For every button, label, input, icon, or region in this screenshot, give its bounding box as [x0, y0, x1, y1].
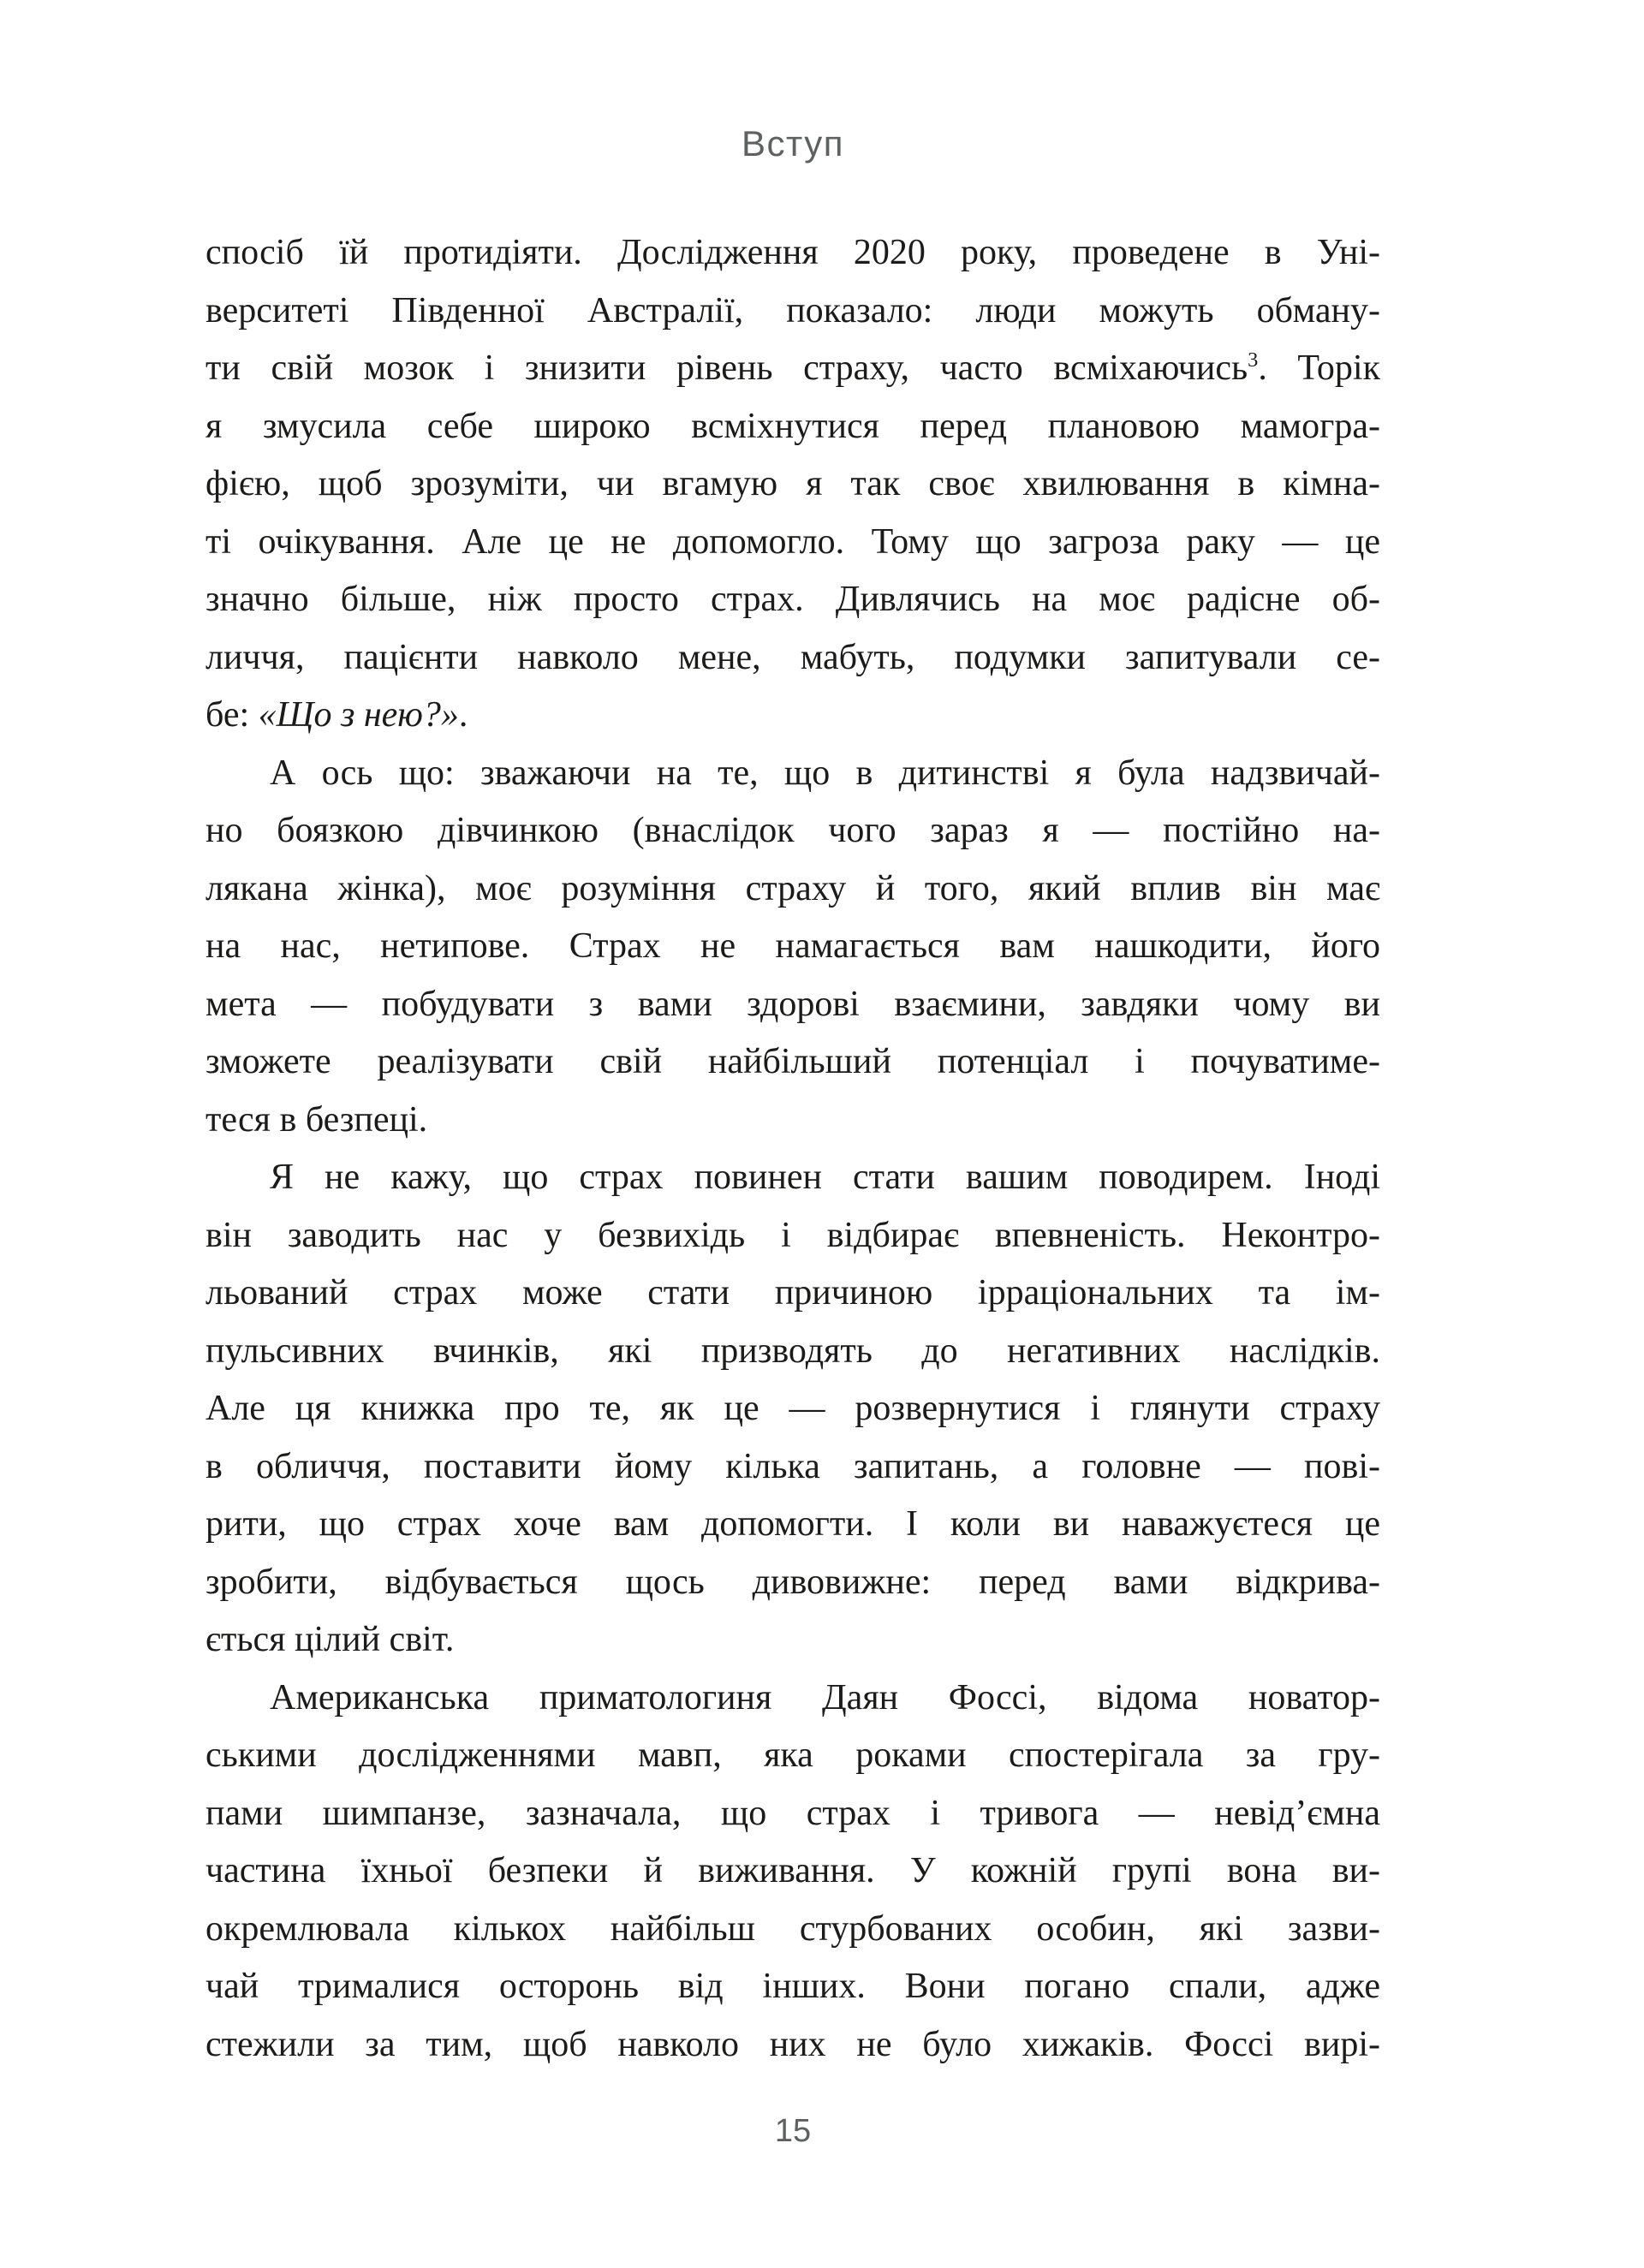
text-line: зможете реалізувати свій найбільший потенціал і почуватиме- — [206, 1042, 1380, 1081]
italic-text: «Що з нею?» — [258, 695, 459, 735]
text-line: стежили за тим, щоб навколо них не було хижаків. Фоссі вирі- — [206, 2024, 1380, 2064]
text-line: частина їхньої безпеки й виживання. У кожній групі вона ви- — [206, 1851, 1380, 1890]
text-line: ється цілий світ. — [206, 1620, 455, 1659]
text-line: льований страх може стати причиною ірраціональних та ім- — [206, 1273, 1380, 1313]
paragraph — [206, 1670, 1380, 2075]
text-line: фією, щоб зрозуміти, чи вгамую я так своє хвилювання в кімна- — [206, 464, 1380, 503]
text-line: окремлювала кількох найбільш стурбованих особин, які зазви- — [206, 1908, 1380, 1949]
text-line: бе: «Що з нею?». — [206, 695, 468, 735]
text-line: значно більше, ніж просто страх. Дивлячись на моє радісне об- — [206, 580, 1380, 619]
text-line: він заводить нас у безвихідь і відбирає впевненість. Неконтро- — [206, 1215, 1380, 1255]
text-line: личчя, пацієнти навколо мене, мабуть, подумки запитували се- — [206, 637, 1380, 677]
text-line: но боязкою дівчинкою (внаслідок чого зараз я — постійно на- — [206, 811, 1380, 850]
text-line: ськими дослідженнями мавп, яка роками спостерігала за гру- — [206, 1735, 1380, 1775]
paragraph — [206, 1149, 1380, 1670]
paragraph — [206, 224, 1380, 745]
page-number: 15 — [774, 2113, 812, 2149]
paragraph — [206, 745, 1380, 1150]
text-line: А ось що: зважаючи на те, що в дитинстві я була надзвичай- — [270, 753, 1380, 793]
text-line: на нас, нетипове. Страх не намагається вам нашкодити, його — [206, 926, 1380, 966]
text-line: зробити, відбувається щось дивовижне: перед вами відкрива- — [206, 1562, 1380, 1602]
footnote-marker: 3 — [1248, 348, 1259, 372]
text-line: Але ця книжка про те, як це — розвернутися і глянути страху — [206, 1389, 1380, 1428]
text-line: я змусила себе широко всміхнутися перед плановою мамогра- — [206, 406, 1380, 446]
text-line: теся в безпеці. — [206, 1099, 428, 1140]
text-line: верситеті Південної Австралії, показало: люди можуть обману- — [206, 290, 1380, 330]
text-line: пами шимпанзе, зазначала, що страх і тривога — невід’ємна — [206, 1793, 1380, 1833]
text-line: ти свій мозок і знизити рівень страху, часто всміхаючись$^3$. Торік — [206, 348, 1380, 388]
text-line: лякана жінка), моє розуміння страху й того, який вплив він має — [206, 868, 1380, 908]
text-line: мета — побудувати з вами здорові взаємини, завдяки чому ви — [206, 984, 1380, 1024]
text-line: чай трималися осторонь від інших. Вони погано спали, адже — [206, 1967, 1380, 2006]
body-text — [206, 224, 1380, 2074]
text-line: в обличчя, поставити йому кілька запитань, а головне — пові- — [206, 1446, 1380, 1486]
text-line: спосіб їй протидіяти. Дослідження 2020 року, проведене в Уні- — [206, 233, 1380, 272]
text-line: ті очікування. Але це не допомогло. Тому що загроза раку — це — [206, 521, 1380, 562]
text-line: Я не кажу, що страх повинен стати вашим поводирем. Іноді — [270, 1158, 1380, 1197]
text-line: Американська приматологиня Даян Фоссі, відома новатор- — [270, 1677, 1380, 1717]
text-line: рити, що страх хоче вам допомогти. І коли ви наважуєтеся це — [206, 1504, 1380, 1544]
text-line: пульсивних вчинків, які призводять до негативних наслідків. — [206, 1330, 1380, 1371]
running-header: Вступ — [742, 123, 844, 164]
